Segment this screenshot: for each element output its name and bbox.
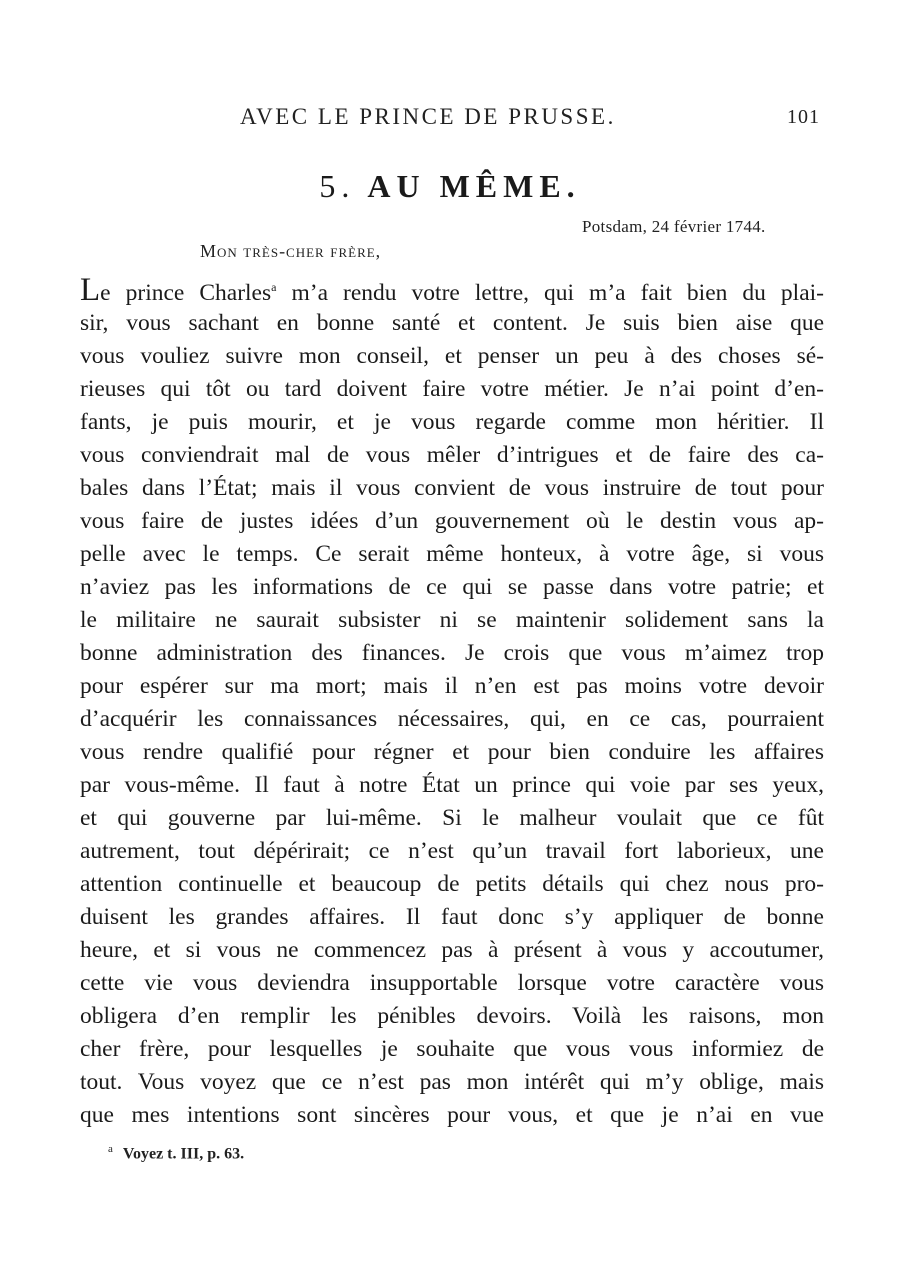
letter-line: vous rendre qualifié pour régner et pour bien conduire les affaires xyxy=(80,739,824,765)
letter-line: bales dans l’État; mais il vous convient de vous instruire de tout pour xyxy=(80,475,824,501)
letter-line xyxy=(80,274,824,307)
letter-line: duisent les grandes affaires. Il faut donc s’y appliquer de bonne xyxy=(80,904,824,930)
letter-line: d’acquérir les connaissances nécessaires, qui, en ce cas, pourraient xyxy=(80,706,824,732)
section-heading xyxy=(0,168,900,205)
letter-line: vous vouliez suivre mon conseil, et penser un peu à des choses sé- xyxy=(80,343,824,369)
letter-line: sir, vous sachant en bonne santé et content. Je suis bien aise que xyxy=(80,310,824,336)
footnote xyxy=(108,1143,244,1163)
footnote-text: Voyez t. III, p. 63. xyxy=(122,1145,245,1163)
letter-line: que mes intentions sont sincères pour vous, et que je n’ai en vue xyxy=(80,1102,824,1128)
letter-body xyxy=(80,274,824,1132)
running-title: AVEC LE PRINCE DE PRUSSE. xyxy=(240,104,616,129)
footnote-mark: a xyxy=(108,1143,113,1155)
letter-line: cette vie vous deviendra insupportable lorsque votre caractère vous xyxy=(80,970,824,996)
salutation: Mon très-cher frère, xyxy=(200,241,382,261)
letter-line: heure, et si vous ne commencez pas à présent à vous y accoutumer, xyxy=(80,937,824,963)
first-line-opening: e prince Charles xyxy=(100,280,272,306)
first-line-rest: m’a rendu votre lettre, qui m’a fait bien du plai- xyxy=(276,280,824,306)
letter-line: fants, je puis mourir, et je vous regarde comme mon héritier. Il xyxy=(80,409,824,435)
letter-line: pelle avec le temps. Ce serait même honteux, à votre âge, si vous xyxy=(80,541,824,567)
running-head xyxy=(0,104,900,134)
page-number: 101 xyxy=(787,106,820,128)
letter-line: tout. Vous voyez que ce n’est pas mon intérêt qui m’y oblige, mais xyxy=(80,1069,824,1095)
dateline: Potsdam, 24 février 1744. xyxy=(582,217,766,236)
letter-line: pour espérer sur ma mort; mais il n’en est pas moins votre devoir xyxy=(80,673,824,699)
letter-line: le militaire ne saurait subsister ni se maintenir solidement sans la xyxy=(80,607,824,633)
letter-line: attention continuelle et beaucoup de petits détails qui chez nous pro- xyxy=(80,871,824,897)
letter-line: vous faire de justes idées d’un gouvernement où le destin vous ap- xyxy=(80,508,824,534)
section-number: 5. xyxy=(319,168,356,204)
footnote-reference: a xyxy=(271,280,277,295)
letter-line: vous conviendrait mal de vous mêler d’intrigues et de faire des ca- xyxy=(80,442,824,468)
letter-line: et qui gouverne par lui-même. Si le malheur voulait que ce fût xyxy=(80,805,824,831)
section-title: AU MÊME. xyxy=(367,168,581,204)
letter-line: obligera d’en remplir les pénibles devoirs. Voilà les raisons, mon xyxy=(80,1003,824,1029)
letter-line: n’aviez pas les informations de ce qui se passe dans votre patrie; et xyxy=(80,574,824,600)
letter-line: cher frère, pour lesquelles je souhaite que vous vous informiez de xyxy=(80,1036,824,1062)
letter-line: par vous-même. Il faut à notre État un prince qui voie par ses yeux, xyxy=(80,772,824,798)
letter-line: autrement, tout dépérirait; ce n’est qu’un travail fort laborieux, une xyxy=(80,838,824,864)
letter-line: bonne administration des finances. Je crois que vous m’aimez trop xyxy=(80,640,824,666)
letter-line: rieuses qui tôt ou tard doivent faire votre métier. Je n’ai point d’en- xyxy=(80,376,824,402)
drop-cap: L xyxy=(80,274,101,307)
